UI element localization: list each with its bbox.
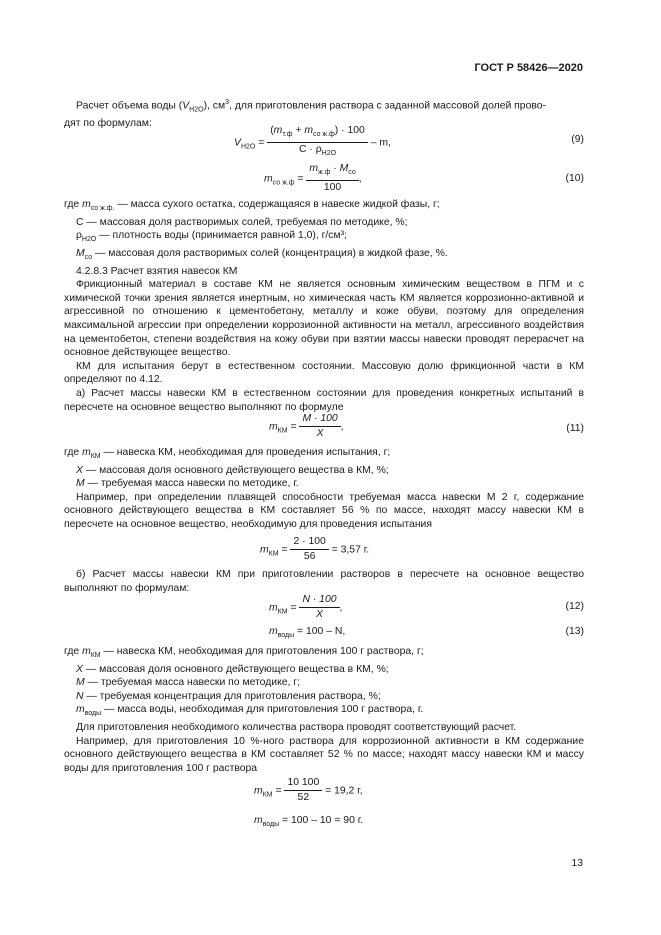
def1-1-text: — массовая доля растворимых солей, требуемая по методике, %; (83, 216, 408, 228)
f9-num-b-sub: со ж.ф (312, 131, 335, 139)
ex2-lhs-var: m (254, 785, 263, 797)
ex2-denominator: 52 (297, 792, 310, 803)
f10-fraction (306, 162, 358, 195)
document-header: ГОСТ Р 58426—2020 (474, 62, 583, 74)
def1-0-var: m (82, 199, 91, 210)
formula-11-number: (11) (566, 423, 584, 434)
ex2-lhs-sub: КМ (262, 791, 273, 799)
ex1-eq: = (281, 544, 288, 556)
f10-lhs-var: m (264, 173, 273, 185)
f10-denominator: 100 (323, 182, 342, 194)
def2-0-pre: где (64, 447, 83, 458)
ex1-denominator: 56 (303, 551, 316, 562)
f10-num-sub2: со (348, 169, 356, 177)
intro-sub: H2O (189, 106, 204, 114)
example-3 (64, 815, 584, 833)
f10-eq: = (297, 173, 304, 185)
f10-num: m (309, 163, 318, 174)
def2-2 (64, 477, 584, 491)
paragraph-5: Например, при определении плавящей способности требуемая масса навески M 2 г, содержание основного действующего вещества в КМ составляет 56 % по массе, находят массу навески КМ в пересчете на основное вещество, необходимую для проведения испытания (64, 491, 584, 531)
def2-0-text: — навеска КМ, необходимая для проведения испытания, г; (100, 447, 391, 458)
paragraph-6: б) Расчет массы навески КМ при приготовлении растворов в пересчете на основное вещество выполняют по формулам: (64, 569, 584, 594)
paragraph-3: КМ для испытания берут в естественном состоянии. Массовую долю фрикционной части в КМ определяют по 4.12. (64, 360, 584, 386)
def1-3-sub: со (84, 254, 93, 262)
def3-3 (64, 690, 584, 704)
f11-denominator: X (316, 428, 324, 439)
def3-3-var: N (76, 690, 84, 702)
def3-4-sub: воды (84, 710, 102, 718)
def1-0-sub: со ж.ф. (90, 205, 115, 213)
intro-var: V (182, 100, 190, 112)
f9-fraction (267, 124, 368, 161)
f9-lhs-sub: H2O (240, 143, 256, 151)
f9-den-sub: H2O (321, 150, 337, 158)
ex1-lhs-sub: КМ (268, 550, 279, 558)
f9-plus: + (295, 125, 302, 136)
def3-2-text: — требуемая масса навески по методике, г; (84, 677, 300, 689)
def2-1 (64, 464, 584, 478)
f9-num-tail: · 100 (341, 125, 365, 136)
formula-10 (64, 160, 584, 200)
def3-0-sub: КМ (90, 652, 101, 660)
f11-numerator: M · 100 (299, 412, 340, 427)
intro-sup: 3 (225, 99, 230, 106)
intro-line-2: дят по формулам: (64, 118, 152, 130)
f10-tail: , (358, 173, 362, 185)
f9-den-c: С · ρ (298, 144, 322, 156)
def2-0-sub: КМ (90, 453, 101, 461)
f9-numerator: $(m_{т.ф} + m_{со ж.ф}) \cdot 100$ (267, 124, 368, 143)
paragraph-4: а) Расчет массы навески КМ в естественном состоянии для проведения конкретных испытаний в пересчете на основное вещество выполняют по формуле (64, 387, 584, 413)
f10-numerator (306, 162, 358, 181)
def2-2-var: M (76, 478, 85, 490)
def3-1-var: X (76, 663, 83, 675)
f9-num-a-sub: т.ф (282, 131, 293, 139)
formula-9-expression (234, 124, 391, 161)
f10-num-mid: · M (330, 163, 349, 174)
def2-0 (64, 446, 584, 464)
def3-0-pre: где (64, 646, 83, 657)
ex1-fraction (290, 535, 328, 564)
def1-3-var: M (76, 247, 85, 259)
paragraph-8: Например, для приготовления 10 %-ного раствора для коррозионной активности в КМ содержание основного действующего вещества в КМ составляет 52 % по массе; находят массу навески КМ и массу воды для приготовления 100 г раствора (64, 735, 584, 774)
def3-2-var: M (76, 677, 85, 689)
def1-1-var: С (76, 216, 84, 228)
f11-lhs-var: m (269, 421, 278, 433)
def3-4-text: — масса воды, необходимая для приготовления 100 г раствора, г. (101, 704, 424, 716)
formula-9-number: (9) (571, 134, 584, 145)
page-number: 13 (571, 858, 583, 869)
formula-11 (64, 410, 584, 450)
def1-3-text: — массовая доля растворимых солей (концентрация) в жидкой фазе, %. (92, 247, 448, 259)
paragraph-2: Фрикционный материал в составе КМ не является основным химическим веществом в ПГМ и с химической точки зрения является инертным, но химическая часть КМ является коррозионно-активной и агрессивной по отношению к цементобетону, металлу и коже обуви, поэтому для определения максимальной агрессии при определении коррозионной активности на металл, агрессивного воздействия на цементобетон, степени воздействия на кожу обуви при взятии массы навески проводят перерасчет на основное действующее вещество. (64, 279, 584, 359)
formula-9 (64, 122, 584, 162)
example-2-expression (254, 776, 363, 805)
def3-0-var: m (82, 646, 91, 657)
f9-num-a-var: m (273, 125, 283, 136)
f12-eq: = (290, 602, 297, 614)
def3-2 (64, 676, 584, 690)
f11-tail: , (340, 421, 344, 433)
intro-pre: Расчет объема воды ( (76, 100, 183, 112)
formula-11-expression (269, 412, 344, 441)
def1-3 (64, 247, 584, 265)
example-1-expression (260, 535, 369, 564)
ex1-tail: = 3,57 г. (331, 544, 370, 556)
main-text-block-4 (64, 645, 584, 776)
def3-0-text: — навеска КМ, необходимая для приготовления 100 г раствора, г; (100, 646, 424, 657)
f10-lhs-sub: со ж.ф (272, 179, 295, 187)
f9-num-b-var: m (304, 125, 313, 136)
f12-tail: , (339, 602, 343, 614)
def3-3-text: — требуемая концентрация для приготовления раствора, %; (83, 690, 381, 702)
f10-num-sub: ж.ф (317, 169, 331, 177)
f9-tail: – m, (370, 137, 391, 149)
intro-post2: , для приготовления раствора с заданной массовой долей прово- (229, 100, 547, 112)
f9-denominator (267, 143, 368, 161)
def3-1-text: — массовая доля основного действующего вещества в КМ, %; (82, 663, 389, 675)
ex2-fraction (284, 776, 322, 805)
f11-fraction (299, 412, 340, 441)
formula-12-expression (269, 593, 342, 622)
def2-1-var: X (76, 464, 83, 476)
formula-13-number: (13) (565, 626, 584, 637)
formula-13 (64, 626, 584, 644)
section-heading: 4.2.8.3 Расчет взятия навесок КМ (76, 265, 238, 277)
f11-lhs-sub: КМ (277, 427, 288, 435)
f13-lhs-sub: воды (277, 632, 295, 640)
def2-2-text: — требуемая масса навески по методике, г. (84, 478, 299, 490)
formula-10-expression (264, 162, 362, 195)
f12-lhs-var: m (269, 602, 278, 614)
f12-fraction (299, 593, 339, 622)
f13-expr: = 100 – N, (294, 626, 346, 637)
f12-numerator: N · 100 (299, 593, 339, 608)
ex2-numerator: 10 100 (284, 776, 322, 791)
main-text-block-2 (64, 446, 584, 532)
def3-4 (64, 703, 584, 721)
def1-2-sub: H2O (81, 236, 97, 244)
f11-eq: = (290, 421, 297, 433)
main-text-block-3 (64, 568, 584, 595)
formula-10-number: (10) (565, 173, 584, 184)
ex2-tail: = 19,2 г, (325, 785, 363, 797)
def1-1 (64, 216, 584, 230)
def1-2 (64, 229, 584, 247)
ex3-lhs-sub: воды (262, 821, 280, 829)
f12-lhs-sub: КМ (277, 608, 288, 616)
ex2-eq: = (275, 785, 282, 797)
formula-12-number: (12) (565, 601, 584, 612)
def1-0-text: — масса сухого остатка, содержащаяся в навеске жидкой фазы, г; (114, 199, 440, 210)
paragraph-7: Для приготовления необходимого количества раствора проводят соответствующий расчет. (76, 722, 517, 734)
formula-13-expression (269, 626, 345, 639)
intro-line-1 (64, 96, 584, 117)
def1-0 (64, 198, 584, 216)
def2-1-text: — массовая доля основного действующего вещества в КМ, %; (82, 464, 389, 476)
intro-post1: ), см (203, 100, 226, 112)
f12-denominator: X (316, 609, 323, 620)
def3-0 (64, 645, 584, 663)
def1-2-var: ρ (76, 230, 82, 242)
main-text-block-1 (64, 198, 584, 414)
def1-2-text: — плотность воды (принимается равной 1,0), г/см³; (96, 230, 347, 242)
f9-eq: = (258, 137, 265, 149)
example-2 (64, 776, 584, 816)
f13-lhs-var: m (269, 626, 278, 637)
def3-4-var: m (76, 704, 85, 716)
ex3-lhs-var: m (254, 815, 263, 826)
ex1-numerator: 2 · 100 (290, 535, 328, 550)
f9-lhs-var: V (234, 137, 241, 149)
ex3-expr: = 100 – 10 = 90 г. (279, 815, 364, 826)
def1-0-pre: где (64, 199, 83, 210)
def2-0-var: m (82, 447, 91, 458)
def3-1 (64, 663, 584, 677)
example-3-expression (254, 815, 363, 828)
ex1-lhs-var: m (260, 544, 269, 556)
